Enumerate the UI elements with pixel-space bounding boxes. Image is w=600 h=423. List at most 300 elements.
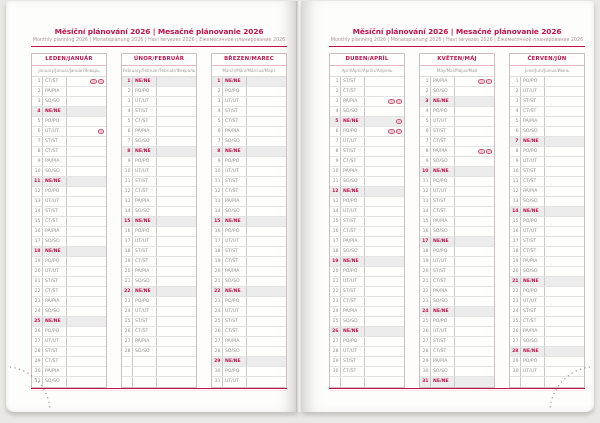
- holiday-flag-sk-icon: [486, 79, 493, 83]
- day-row: [212, 237, 286, 247]
- month-languages: January/Januar/Január/Январь: [32, 66, 106, 77]
- weekday-label: PO/PO: [521, 357, 545, 366]
- day-row: [330, 197, 404, 207]
- notes-cell: [545, 307, 584, 316]
- day-number: 23: [330, 297, 341, 306]
- day-number: 10: [212, 167, 223, 176]
- weekday-label: NE/NE: [43, 177, 67, 186]
- day-row: [212, 177, 286, 187]
- weekday-label: NE/NE: [133, 77, 157, 86]
- day-row: [212, 197, 286, 207]
- holiday-flag-sk-icon: [98, 79, 105, 83]
- weekday-label: PO/PO: [43, 257, 67, 266]
- day-row: [510, 77, 584, 87]
- weekday-label: SO/SO: [223, 137, 247, 146]
- notes-cell: [455, 97, 494, 106]
- day-row: [212, 257, 286, 267]
- page-title: Měsíční plánování 2026 | Mesačné plánovanie 2026: [54, 27, 264, 36]
- notes-cell: [545, 207, 584, 216]
- day-number: 24: [32, 307, 43, 316]
- day-number: 10: [420, 167, 431, 176]
- day-row: [212, 347, 286, 357]
- day-number: 8: [330, 147, 341, 156]
- weekday-label: SO/SO: [223, 347, 247, 356]
- notes-cell: [157, 107, 196, 116]
- day-number: 17: [420, 237, 431, 246]
- notes-cell: [67, 267, 106, 276]
- day-row: [330, 297, 404, 307]
- notes-cell: [455, 107, 494, 116]
- day-number: 16: [32, 227, 43, 236]
- notes-cell: [365, 217, 404, 226]
- day-row: [212, 227, 286, 237]
- weekday-label: ST/ST: [223, 107, 247, 116]
- notes-cell: [455, 377, 494, 387]
- weekday-label: PO/PO: [133, 87, 157, 96]
- weekday-label: ÚT/UT: [431, 257, 455, 266]
- weekday-label: NE/NE: [43, 247, 67, 256]
- notes-cell: [365, 87, 404, 96]
- weekday-label: ÚT/UT: [223, 307, 247, 316]
- day-number: 4: [32, 107, 43, 116]
- day-number: 10: [510, 167, 521, 176]
- empty-row: [122, 377, 196, 387]
- notes-cell: [157, 207, 196, 216]
- notes-cell: [157, 247, 196, 256]
- weekday-label: PO/PO: [341, 127, 365, 136]
- day-number: 23: [212, 297, 223, 306]
- day-row-sunday: [212, 287, 286, 297]
- day-row: [122, 277, 196, 287]
- weekday-label: SO/SO: [43, 167, 67, 176]
- day-number: 2: [330, 87, 341, 96]
- notes-cell: [247, 327, 286, 336]
- weekday-label: PO/PO: [43, 187, 67, 196]
- day-row: [420, 217, 494, 227]
- day-number: 29: [330, 357, 341, 366]
- weekday-label: ST/ST: [431, 337, 455, 346]
- weekday-label: ČT/ŠT: [223, 257, 247, 266]
- notes-cell: [157, 137, 196, 146]
- weekday-label: SO/SO: [341, 247, 365, 256]
- notes-cell: [365, 367, 404, 376]
- weekday-label: SO/SO: [341, 317, 365, 326]
- day-row: [32, 237, 106, 247]
- day-row: [122, 127, 196, 137]
- notes-cell: [157, 347, 196, 356]
- top-rule: [31, 46, 287, 47]
- holiday-flag-cz-icon: [388, 129, 395, 133]
- weekday-label: PÁ/PIA: [521, 117, 545, 126]
- day-row: [32, 137, 106, 147]
- notes-cell: [545, 127, 584, 136]
- notes-cell: [365, 347, 404, 356]
- day-number: 14: [510, 207, 521, 216]
- weekday-label: ST/ST: [521, 167, 545, 176]
- weekday-label: PO/PO: [341, 337, 365, 346]
- weekday-label: ČT/ŠT: [521, 317, 545, 326]
- day-row: [420, 87, 494, 97]
- day-row: [122, 317, 196, 327]
- weekday-label: [341, 377, 365, 387]
- day-number: 29: [32, 357, 43, 366]
- notes-cell: [545, 227, 584, 236]
- weekday-label: SO/SO: [521, 337, 545, 346]
- day-number: 8: [510, 147, 521, 156]
- weekday-label: [521, 377, 545, 387]
- day-number: 28: [122, 347, 133, 356]
- weekday-label: PÁ/PIA: [133, 197, 157, 206]
- weekday-label: ÚT/UT: [341, 277, 365, 286]
- holiday-flag-sk-icon: [396, 119, 403, 123]
- weekday-label: SO/SO: [431, 227, 455, 236]
- weekday-label: NE/NE: [431, 237, 455, 246]
- notes-cell: [157, 277, 196, 286]
- notes-cell: [157, 97, 196, 106]
- weekday-label: PO/PO: [133, 227, 157, 236]
- page-left-content: [31, 1, 287, 412]
- notes-cell: [157, 357, 196, 366]
- day-row: [32, 257, 106, 267]
- notes-cell: [455, 87, 494, 96]
- day-number: 23: [510, 297, 521, 306]
- weekday-label: NE/NE: [341, 327, 365, 336]
- top-rule: [329, 46, 585, 47]
- day-number: 20: [122, 267, 133, 276]
- notes-cell: [545, 117, 584, 126]
- day-number: 26: [32, 327, 43, 336]
- weekday-label: PÁ/PIA: [133, 337, 157, 346]
- month-cerven: [509, 53, 585, 388]
- day-number: 18: [330, 247, 341, 256]
- month-columns: [329, 53, 585, 388]
- day-row: [330, 237, 404, 247]
- day-row: [122, 97, 196, 107]
- notes-cell: [455, 227, 494, 236]
- notes-cell: [455, 177, 494, 186]
- notes-cell: [67, 347, 106, 356]
- day-number: 8: [32, 147, 43, 156]
- day-number: 15: [420, 217, 431, 226]
- day-row: [32, 287, 106, 297]
- day-number: 8: [420, 147, 431, 156]
- notes-cell: [67, 147, 106, 156]
- day-row: [212, 337, 286, 347]
- day-number: 13: [420, 197, 431, 206]
- weekday-label: PO/PO: [341, 197, 365, 206]
- weekday-label: SO/SO: [133, 137, 157, 146]
- weekday-label: PÁ/PIA: [223, 127, 247, 136]
- notes-cell: [545, 327, 584, 336]
- day-number: 4: [122, 107, 133, 116]
- weekday-label: ÚT/UT: [223, 237, 247, 246]
- notes-cell: [545, 287, 584, 296]
- day-number: 24: [330, 307, 341, 316]
- weekday-label: ČT/ŠT: [133, 327, 157, 336]
- notes-cell: [455, 267, 494, 276]
- weekday-label: NE/NE: [431, 97, 455, 106]
- day-row: [420, 207, 494, 217]
- weekday-label: NE/NE: [133, 217, 157, 226]
- day-number: 11: [510, 177, 521, 186]
- notes-cell: [455, 217, 494, 226]
- day-number: 25: [122, 317, 133, 326]
- notes-cell: [365, 317, 404, 326]
- notes-cell: [247, 347, 286, 356]
- notes-cell: [365, 177, 404, 186]
- day-row: [330, 357, 404, 367]
- day-row: [510, 157, 584, 167]
- notes-cell: [247, 307, 286, 316]
- notes-cell: [157, 327, 196, 336]
- weekday-label: PÁ/PIA: [431, 357, 455, 366]
- empty-row: [330, 377, 404, 387]
- day-number: 9: [122, 157, 133, 166]
- day-row: [510, 167, 584, 177]
- weekday-label: ST/ST: [133, 247, 157, 256]
- weekday-label: ST/ST: [341, 357, 365, 366]
- day-number: 10: [122, 167, 133, 176]
- day-number: 27: [510, 337, 521, 346]
- weekday-label: ÚT/UT: [521, 157, 545, 166]
- day-number: 3: [32, 97, 43, 106]
- weekday-label: NE/NE: [223, 287, 247, 296]
- day-number: 24: [510, 307, 521, 316]
- weekday-label: PÁ/PIA: [341, 307, 365, 316]
- day-row: [330, 207, 404, 217]
- notes-cell: [545, 277, 584, 286]
- day-row: [510, 177, 584, 187]
- day-row: [32, 187, 106, 197]
- weekday-label: ÚT/UT: [341, 347, 365, 356]
- notes-cell: [545, 137, 584, 146]
- notes-cell: [67, 177, 106, 186]
- notes-cell: [247, 247, 286, 256]
- weekday-label: ST/ST: [133, 107, 157, 116]
- day-number: 9: [330, 157, 341, 166]
- day-row-sunday: [212, 147, 286, 157]
- notes-cell: [455, 117, 494, 126]
- day-row-sunday: [420, 307, 494, 317]
- notes-cell: [545, 247, 584, 256]
- day-row: [420, 327, 494, 337]
- day-row: [510, 127, 584, 137]
- day-row-sunday: [510, 207, 584, 217]
- weekday-label: NE/NE: [43, 107, 67, 116]
- day-row-sunday: [122, 217, 196, 227]
- weekday-label: NE/NE: [223, 217, 247, 226]
- day-number: 22: [420, 287, 431, 296]
- day-number: 15: [330, 217, 341, 226]
- day-row: [330, 307, 404, 317]
- day-number: 27: [212, 337, 223, 346]
- day-row: [420, 337, 494, 347]
- notes-cell: [67, 207, 106, 216]
- day-number: 16: [510, 227, 521, 236]
- day-number: 12: [212, 187, 223, 196]
- weekday-label: ČT/ŠT: [341, 297, 365, 306]
- weekday-label: SO/SO: [43, 97, 67, 106]
- weekday-label: SO/SO: [521, 197, 545, 206]
- notes-cell: [455, 157, 494, 166]
- day-row: [212, 117, 286, 127]
- day-number: 8: [212, 147, 223, 156]
- weekday-label: NE/NE: [521, 347, 545, 356]
- day-row: [32, 167, 106, 177]
- weekday-label: ÚT/UT: [223, 377, 247, 387]
- day-number: 3: [330, 97, 341, 106]
- month-languages: March/März/Március/Март: [212, 66, 286, 77]
- day-row: [32, 327, 106, 337]
- day-number: 9: [32, 157, 43, 166]
- day-number: 5: [122, 117, 133, 126]
- notes-cell: [365, 297, 404, 306]
- day-row: [122, 327, 196, 337]
- weekday-label: NE/NE: [431, 307, 455, 316]
- day-number: 17: [122, 237, 133, 246]
- holiday-flag-sk-icon: [98, 129, 105, 133]
- weekday-label: ČT/ŠT: [43, 287, 67, 296]
- day-number: 25: [32, 317, 43, 326]
- weekday-label: SO/SO: [133, 347, 157, 356]
- notes-cell: [455, 287, 494, 296]
- day-number: 16: [330, 227, 341, 236]
- day-row: [420, 197, 494, 207]
- notes-cell: [247, 147, 286, 156]
- day-row: [330, 267, 404, 277]
- day-row: [330, 247, 404, 257]
- weekday-label: ÚT/UT: [133, 97, 157, 106]
- day-number: 14: [122, 207, 133, 216]
- day-number: 13: [122, 197, 133, 206]
- notes-cell: [455, 187, 494, 196]
- notes-cell: [455, 367, 494, 376]
- notes-cell: [365, 77, 404, 86]
- notes-cell: [67, 317, 106, 326]
- day-number: 22: [510, 287, 521, 296]
- page-left: [6, 1, 298, 412]
- weekday-label: [133, 367, 157, 376]
- day-row: [212, 267, 286, 277]
- day-number: 22: [32, 287, 43, 296]
- weekday-label: ÚT/UT: [521, 297, 545, 306]
- day-row: [420, 77, 494, 87]
- day-row: [420, 137, 494, 147]
- notes-cell: [247, 157, 286, 166]
- day-row: [420, 267, 494, 277]
- weekday-label: ČT/ŠT: [223, 327, 247, 336]
- notes-cell: [455, 237, 494, 246]
- empty-row: [122, 357, 196, 367]
- day-row-sunday: [32, 107, 106, 117]
- weekday-label: ÚT/UT: [431, 117, 455, 126]
- weekday-label: ST/ST: [431, 127, 455, 136]
- notes-cell: [365, 327, 404, 336]
- holiday-flag-cz-icon: [388, 99, 395, 103]
- notes-cell: [365, 357, 404, 366]
- day-row: [510, 307, 584, 317]
- day-row-sunday: [32, 317, 106, 327]
- day-number: 27: [32, 337, 43, 346]
- day-number: 6: [32, 127, 43, 136]
- notes-cell: [455, 197, 494, 206]
- day-number: 2: [122, 87, 133, 96]
- day-number: 3: [420, 97, 431, 106]
- weekday-label: ST/ST: [431, 197, 455, 206]
- day-number: 28: [212, 347, 223, 356]
- notes-cell: [157, 257, 196, 266]
- notes-cell: [157, 297, 196, 306]
- day-row: [212, 97, 286, 107]
- day-number: 4: [420, 107, 431, 116]
- day-row: [330, 177, 404, 187]
- notes-cell: [157, 167, 196, 176]
- notes-cell: [67, 167, 106, 176]
- day-number: 4: [330, 107, 341, 116]
- notes-cell: [545, 297, 584, 306]
- day-row: [330, 97, 404, 107]
- notes-cell: [455, 127, 494, 136]
- empty-row: [510, 377, 584, 387]
- day-number: 29: [420, 357, 431, 366]
- weekday-label: ČT/ŠT: [133, 117, 157, 126]
- day-row: [330, 337, 404, 347]
- weekday-label: ST/ST: [521, 237, 545, 246]
- day-row: [212, 297, 286, 307]
- notes-cell: [365, 137, 404, 146]
- day-number: 2: [420, 87, 431, 96]
- notes-cell: [157, 217, 196, 226]
- notes-cell: [157, 177, 196, 186]
- day-number: 12: [330, 187, 341, 196]
- day-row: [122, 247, 196, 257]
- day-row-sunday: [510, 347, 584, 357]
- day-number: 13: [330, 197, 341, 206]
- day-row-sunday: [330, 187, 404, 197]
- day-row: [330, 217, 404, 227]
- weekday-label: ST/ST: [223, 177, 247, 186]
- day-row: [212, 107, 286, 117]
- day-row: [32, 127, 106, 137]
- day-row: [420, 127, 494, 137]
- notes-cell: [67, 217, 106, 226]
- weekday-label: PÁ/PIA: [133, 127, 157, 136]
- day-number: 8: [122, 147, 133, 156]
- day-row-sunday: [122, 147, 196, 157]
- day-number: 24: [212, 307, 223, 316]
- notes-cell: [67, 307, 106, 316]
- weekday-label: NE/NE: [133, 147, 157, 156]
- notes-cell: [157, 127, 196, 136]
- day-row: [122, 227, 196, 237]
- day-number: 25: [212, 317, 223, 326]
- day-row: [32, 337, 106, 347]
- day-row: [122, 257, 196, 267]
- day-number: 21: [420, 277, 431, 286]
- day-number: 12: [32, 187, 43, 196]
- weekday-label: ČT/ŠT: [223, 117, 247, 126]
- day-number: 9: [510, 157, 521, 166]
- day-number: 18: [32, 247, 43, 256]
- day-row: [420, 357, 494, 367]
- notes-cell: [247, 127, 286, 136]
- page-subtitle: Monthly planning 2026 | Monatsplanung 2026 | Havi tervezés 2026 | Ежемесячное планирование 2026: [32, 38, 286, 43]
- day-row: [212, 167, 286, 177]
- weekday-label: PO/PO: [521, 217, 545, 226]
- notes-cell: [455, 147, 494, 156]
- weekday-label: PO/PO: [223, 367, 247, 376]
- day-number: 5: [32, 117, 43, 126]
